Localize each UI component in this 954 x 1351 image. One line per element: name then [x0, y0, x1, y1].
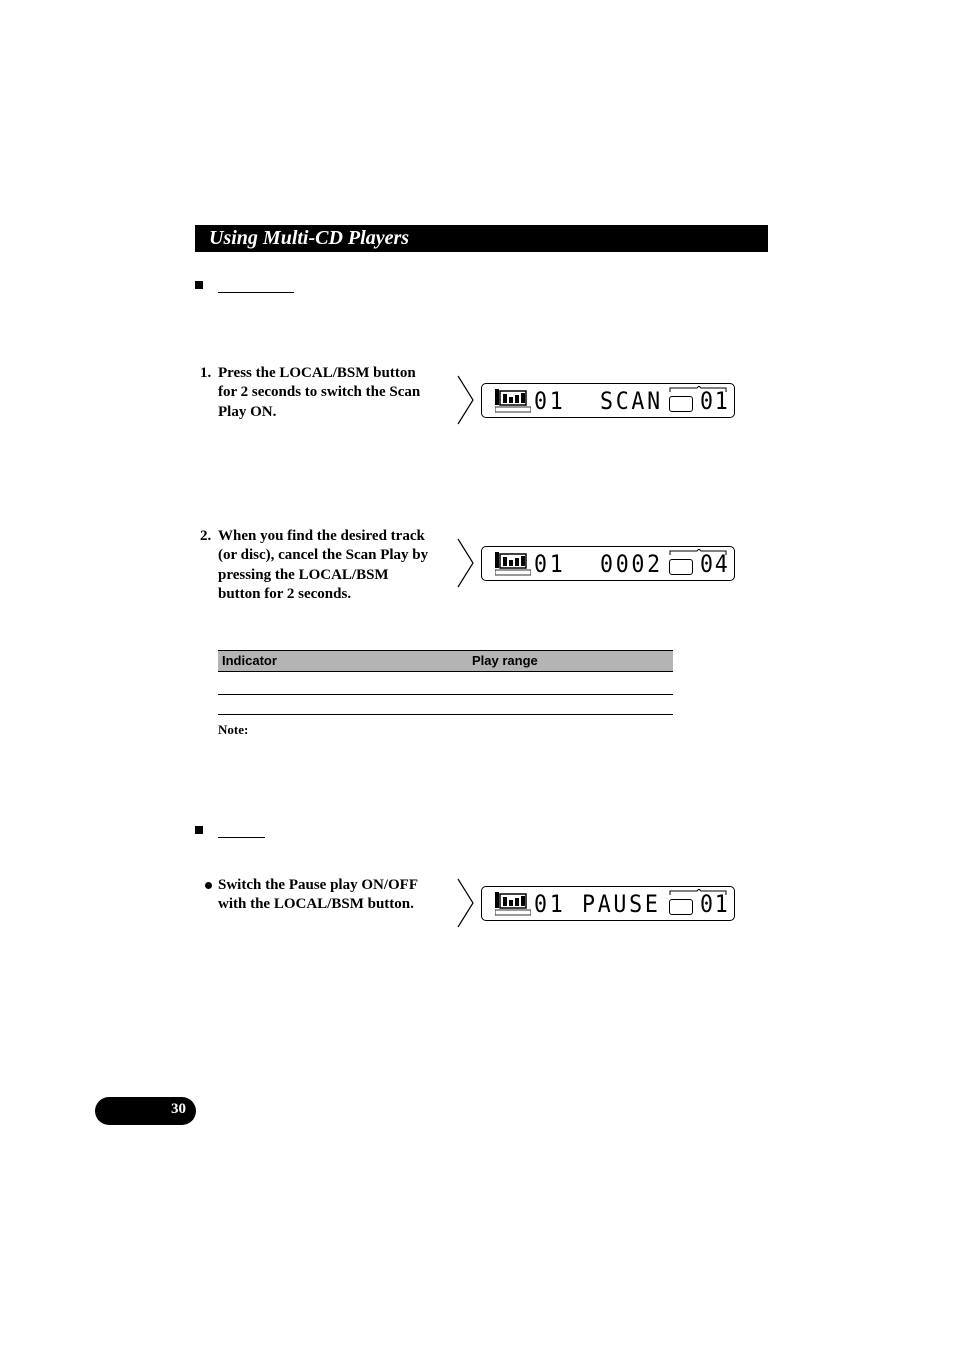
disc-indicator-icon [669, 899, 693, 915]
display-mode-text: 0002 [600, 550, 663, 578]
arrow-right-icon [456, 878, 476, 928]
lcd-display-scan [481, 383, 735, 418]
section-heading-underline [218, 292, 294, 293]
page-title: Using Multi-CD Players [209, 227, 410, 249]
eq-curve-icon [495, 387, 531, 413]
step-1 [200, 364, 450, 424]
disc-number: 01 [700, 890, 730, 918]
track-number: 01 [534, 550, 566, 578]
note-label: Note: [218, 722, 249, 737]
display-mode-text: SCAN [600, 387, 663, 415]
step-line: Play ON. [218, 403, 277, 420]
track-number: 01 [534, 890, 566, 918]
lcd-display-pause [481, 886, 735, 921]
lcd-display-time [481, 546, 735, 581]
table-row-divider [218, 694, 673, 695]
table-header-row [218, 650, 673, 672]
arrow-right-icon [456, 538, 476, 588]
eq-curve-icon [495, 550, 531, 576]
eq-curve-icon [495, 890, 531, 916]
disc-number: 01 [700, 387, 730, 415]
step-line: for 2 seconds to switch the Scan [218, 384, 421, 401]
table-row-divider [218, 714, 673, 715]
disc-number: 04 [700, 550, 730, 578]
page-number: 30 [171, 1101, 186, 1117]
step-2 [200, 527, 460, 607]
pause-instruction [200, 876, 450, 916]
step-line: Press the LOCAL/BSM button [218, 365, 416, 381]
instruction-line: with the LOCAL/BSM button. [218, 896, 414, 913]
section-bullet-square [195, 281, 203, 289]
section-heading-underline [218, 837, 265, 838]
section-title-bar [195, 225, 768, 252]
disc-indicator-icon [669, 559, 693, 575]
display-mode-text: PAUSE [582, 890, 661, 918]
step-line: When you find the desired track [218, 528, 425, 544]
track-number: 01 [534, 387, 566, 415]
instruction-line: Switch the Pause play ON/OFF [218, 877, 419, 893]
table-column-header: Play range [472, 653, 538, 668]
step-number: 2. [200, 528, 212, 544]
arrow-right-icon [456, 375, 476, 425]
step-line: (or disc), cancel the Scan Play by [218, 547, 429, 564]
page-number-badge [95, 1097, 196, 1125]
disc-indicator-icon [669, 396, 693, 412]
section-bullet-square [195, 826, 203, 834]
table-column-header: Indicator [222, 653, 277, 668]
step-line: pressing the LOCAL/BSM [218, 566, 389, 583]
step-line: button for 2 seconds. [218, 585, 352, 602]
step-number: 1. [200, 365, 212, 381]
